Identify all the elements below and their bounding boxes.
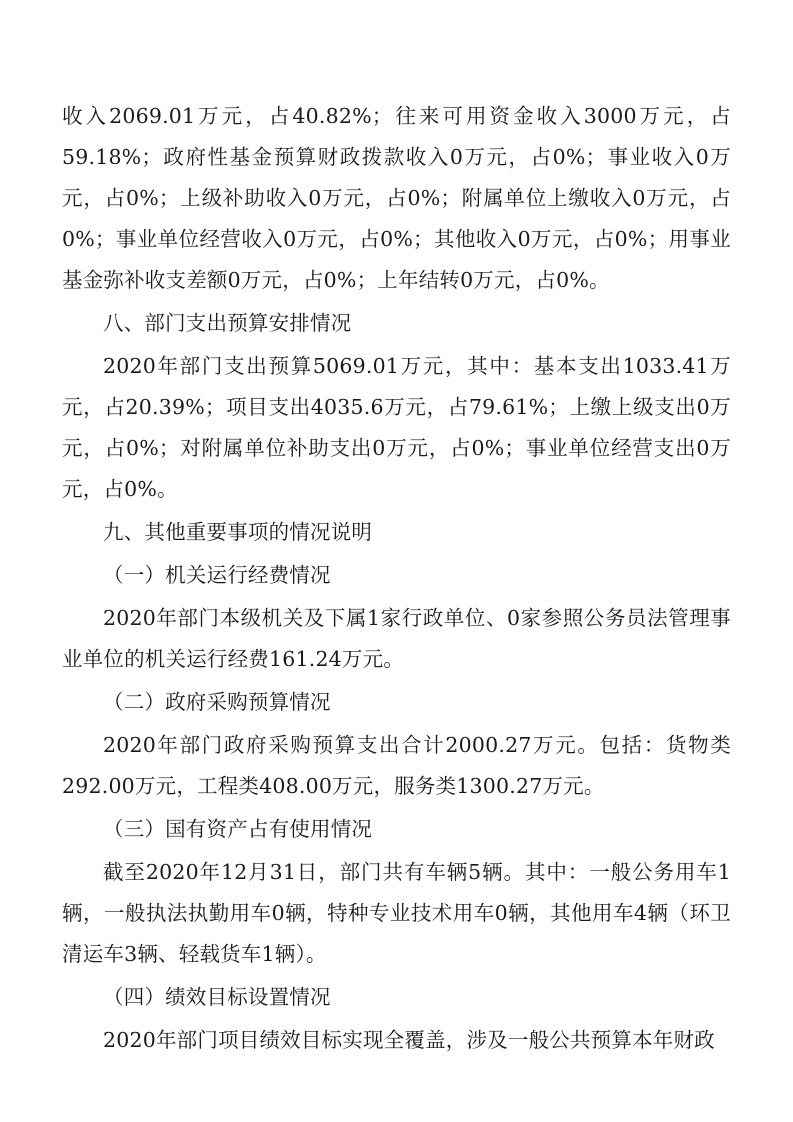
heading-subsection-three: （三）国有资产占有使用情况: [103, 817, 373, 841]
heading-subsection-two: （二）政府采购预算情况: [103, 690, 331, 714]
heading-section-nine: 九、其他重要事项的情况说明: [103, 520, 373, 544]
paragraph-subsection-four-body: 2020年部门项目绩效目标实现全覆盖，涉及一般公共预算本年财政: [103, 1028, 715, 1052]
paragraph-income-continued: 收入2069.01万元，占40.82%；往来可用资金收入3000万元，占59.18%；政府性基金预算财政拨款收入0万元，占0%；事业收入0万元，占0%；上级补助收入0万元，占0%；附属单位上缴收入0万元，占0%；事业单位经营收入0万元，占0%；其他收入0万元，占0%；用事业基金弥补收支差额0万元，占0%；上年结转0万元，占0%。: [62, 104, 731, 292]
paragraph-subsection-three-body: 截至2020年12月31日，部门共有车辆5辆。其中：一般公务用车1辆，一般执法执勤用车0辆，特种专业技术用车0辆，其他用车4辆（环卫清运车3辆、轻载货车1辆）。: [62, 860, 731, 966]
paragraph-subsection-one-body: 2020年部门本级机关及下属1家行政单位、0家参照公务员法管理事业单位的机关运行经费161.24万元。: [62, 606, 731, 671]
heading-section-eight: 八、部门支出预算安排情况: [103, 311, 352, 335]
paragraph-section-eight-body: 2020年部门支出预算5069.01万元，其中：基本支出1033.41万元，占20.39%；项目支出4035.6万元，占79.61%；上缴上级支出0万元，占0%；对附属单位补助支出0万元，占0%；事业单位经营支出0万元，占0%。: [62, 354, 731, 501]
heading-subsection-four: （四）绩效目标设置情况: [103, 985, 331, 1009]
document-body: [62, 96, 731, 1061]
heading-subsection-one: （一）机关运行经费情况: [103, 563, 331, 587]
paragraph-subsection-two-body: 2020年部门政府采购预算支出合计2000.27万元。包括：货物类292.00万元，工程类408.00万元，服务类1300.27万元。: [62, 733, 731, 798]
